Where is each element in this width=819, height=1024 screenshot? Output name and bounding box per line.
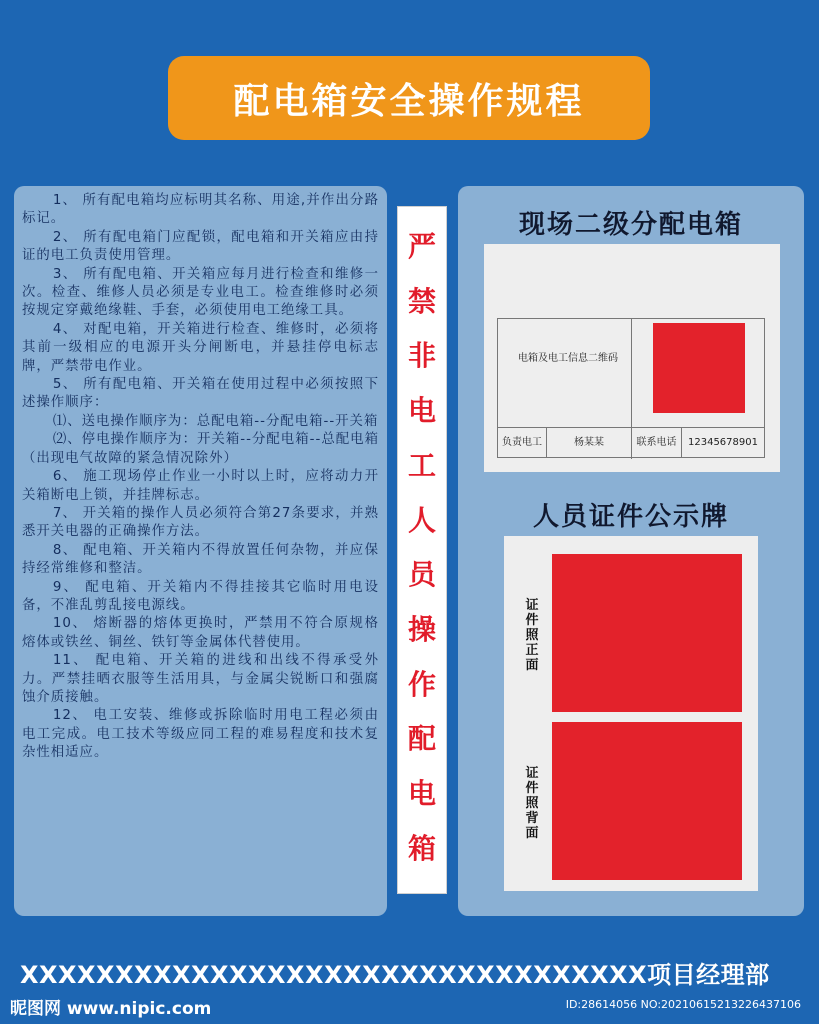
slogan-char: 电 <box>407 777 436 811</box>
phone-label: 联系电话 <box>636 437 677 448</box>
distribution-box-card <box>484 244 780 472</box>
slogan-char: 严 <box>407 230 436 263</box>
rule-item: 9、 配电箱、开关箱内不得挂接其它临时用电设备，不准乱剪乱接电源线。 <box>22 579 379 613</box>
page-title: 配电箱安全操作规程 <box>233 80 585 122</box>
rule-item: 5、 所有配电箱、开关箱在使用过程中必须按照下述操作顺序： <box>22 377 379 411</box>
rules-panel <box>14 186 387 916</box>
slogan-char: 配 <box>407 722 436 756</box>
watermark-id: ID:28614056 NO:20210615213226437106 <box>565 998 801 1011</box>
rule-item: 1、 所有配电箱均应标明其名称、用途,并作出分路标记。 <box>22 193 379 227</box>
title-banner <box>168 56 650 140</box>
rule-item: ⑵、停电操作顺序为：开关箱--分配电箱--总配电箱（出现电气故障的紧急情况除外） <box>22 432 379 466</box>
qr-code-image <box>653 323 745 413</box>
info-panel <box>458 186 804 916</box>
distribution-box-title: 现场二级分配电箱 <box>518 210 743 240</box>
department-footer: XXXXXXXXXXXXXXXXXXXXXXXXXXXXXXXXX项目经理部 <box>20 961 770 989</box>
electrician-name: 杨某某 <box>574 437 604 448</box>
slogan-strip <box>397 206 447 894</box>
rule-item: 8、 配电箱、开关箱内不得放置任何杂物，并应保持经常维修和整洁。 <box>22 542 379 577</box>
slogan-char: 非 <box>407 339 436 373</box>
rule-item: 3、 所有配电箱、开关箱应每月进行检查和维修一次。检查、维修人员必须是专业电工。检查维修时必须按规定穿戴绝缘鞋、手套，必须使用电工绝缘工具。 <box>22 266 379 319</box>
rule-item: 11、 配电箱、开关箱的进线和出线不得承受外力。严禁挂晒衣服等生活用具，与金属尖锐断口和强腐蚀介质接触。 <box>22 653 379 705</box>
certificate-board-title: 人员证件公示牌 <box>532 502 729 532</box>
rule-item: ⑴、送电操作顺序为：总配电箱--分配电箱--开关箱 <box>52 413 379 429</box>
back-photo-label: 证件照背面 <box>525 766 539 841</box>
rule-item: 10、 熔断器的熔体更换时，严禁用不符合原规格熔体或铁丝、铜丝、铁钉等金属体代替使用。 <box>22 616 379 650</box>
slogan-char: 电 <box>407 394 436 428</box>
electrician-label: 负责电工 <box>502 437 542 448</box>
rule-item: 2、 所有配电箱门应配锁，配电箱和开关箱应由持证的电工负责使用管理。 <box>22 229 379 264</box>
slogan-char: 箱 <box>407 831 436 865</box>
front-photo-label: 证件照正面 <box>525 598 539 673</box>
certificate-back-photo <box>552 722 742 880</box>
slogan-char: 员 <box>407 558 436 592</box>
slogan-char: 作 <box>407 667 436 701</box>
slogan-char: 人 <box>407 503 436 537</box>
phone-value: 12345678901 <box>688 437 758 448</box>
rule-item: 12、 电工安装、维修或拆除临时用电工程必须由电工完成。电工技术等级应同工程的难易程度和技术复杂性相适应。 <box>22 708 379 761</box>
rule-item: 6、 施工现场停止作业一小时以上时，应将动力开关箱断电上锁，并挂牌标志。 <box>22 469 379 503</box>
rule-item: 4、 对配电箱，开关箱进行检查、维修时，必须将其前一级相应的电源开头分闸断电，并悬挂停电标志牌，严禁带电作业。 <box>22 321 379 374</box>
electrician-info-table <box>497 318 765 458</box>
rule-item: 7、 开关箱的操作人员必须符合第27条要求，并熟悉开关电器的正确操作方法。 <box>22 505 379 540</box>
certificate-front-photo <box>552 554 742 712</box>
watermark-logo: 昵图网 www.nipic.com <box>10 999 212 1019</box>
slogan-char: 操 <box>407 613 436 647</box>
qr-code-label: 电箱及电工信息二维码 <box>518 353 618 364</box>
slogan-char: 工 <box>407 448 436 482</box>
slogan-char: 禁 <box>407 284 436 318</box>
certificate-board <box>504 536 758 891</box>
